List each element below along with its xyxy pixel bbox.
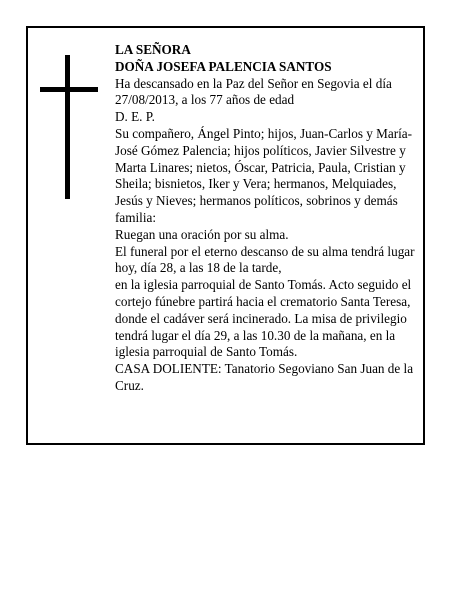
cross-icon <box>40 55 98 199</box>
death-statement: Ha descansado en la Paz del Señor en Segovia el día 27/08/2013, a los 77 años de edad <box>115 75 392 108</box>
deceased-name: DOÑA JOSEFA PALENCIA SANTOS <box>115 58 332 74</box>
funeral-announcement: El funeral por el eterno descanso de su alma tendrá lugar hoy, día 28, a las 18 de la tarde, <box>115 243 415 276</box>
prayer-request: Ruegan una oración por su alma. <box>115 226 289 242</box>
cross-vertical-bar <box>65 55 70 199</box>
obituary-text <box>115 42 421 395</box>
obituary-notice <box>26 26 425 445</box>
cross-horizontal-bar <box>40 87 98 92</box>
family-list: Su compañero, Ángel Pinto; hijos, Juan-Carlos y María-José Gómez Palencia; hijos políticos, Javier Silvestre y Marta Linares; nietos, Óscar, Patricia, Paula, Cristian y Sheila; bisnietos, Iker y Vera; hermanos, Melquiades, Jesús y Nieves; hermanos políticos, sobrinos y demás familia: <box>115 125 413 225</box>
funeral-details: en la iglesia parroquial de Santo Tomás. Acto seguido el cortejo fúnebre partirá hacia el crematorio Santa Teresa, donde el cadáver será incinerado. La misa de privilegio tendrá lugar el día 29, a las 10.30 de la mañana, en la iglesia parroquial de Santo Tomás. <box>115 277 412 360</box>
rip-line: D. E. P. <box>115 109 155 125</box>
mourning-house: CASA DOLIENTE: Tanatorio Segoviano San Juan de la Cruz. <box>115 361 414 393</box>
title-line-1: LA SEÑORA <box>115 42 191 57</box>
